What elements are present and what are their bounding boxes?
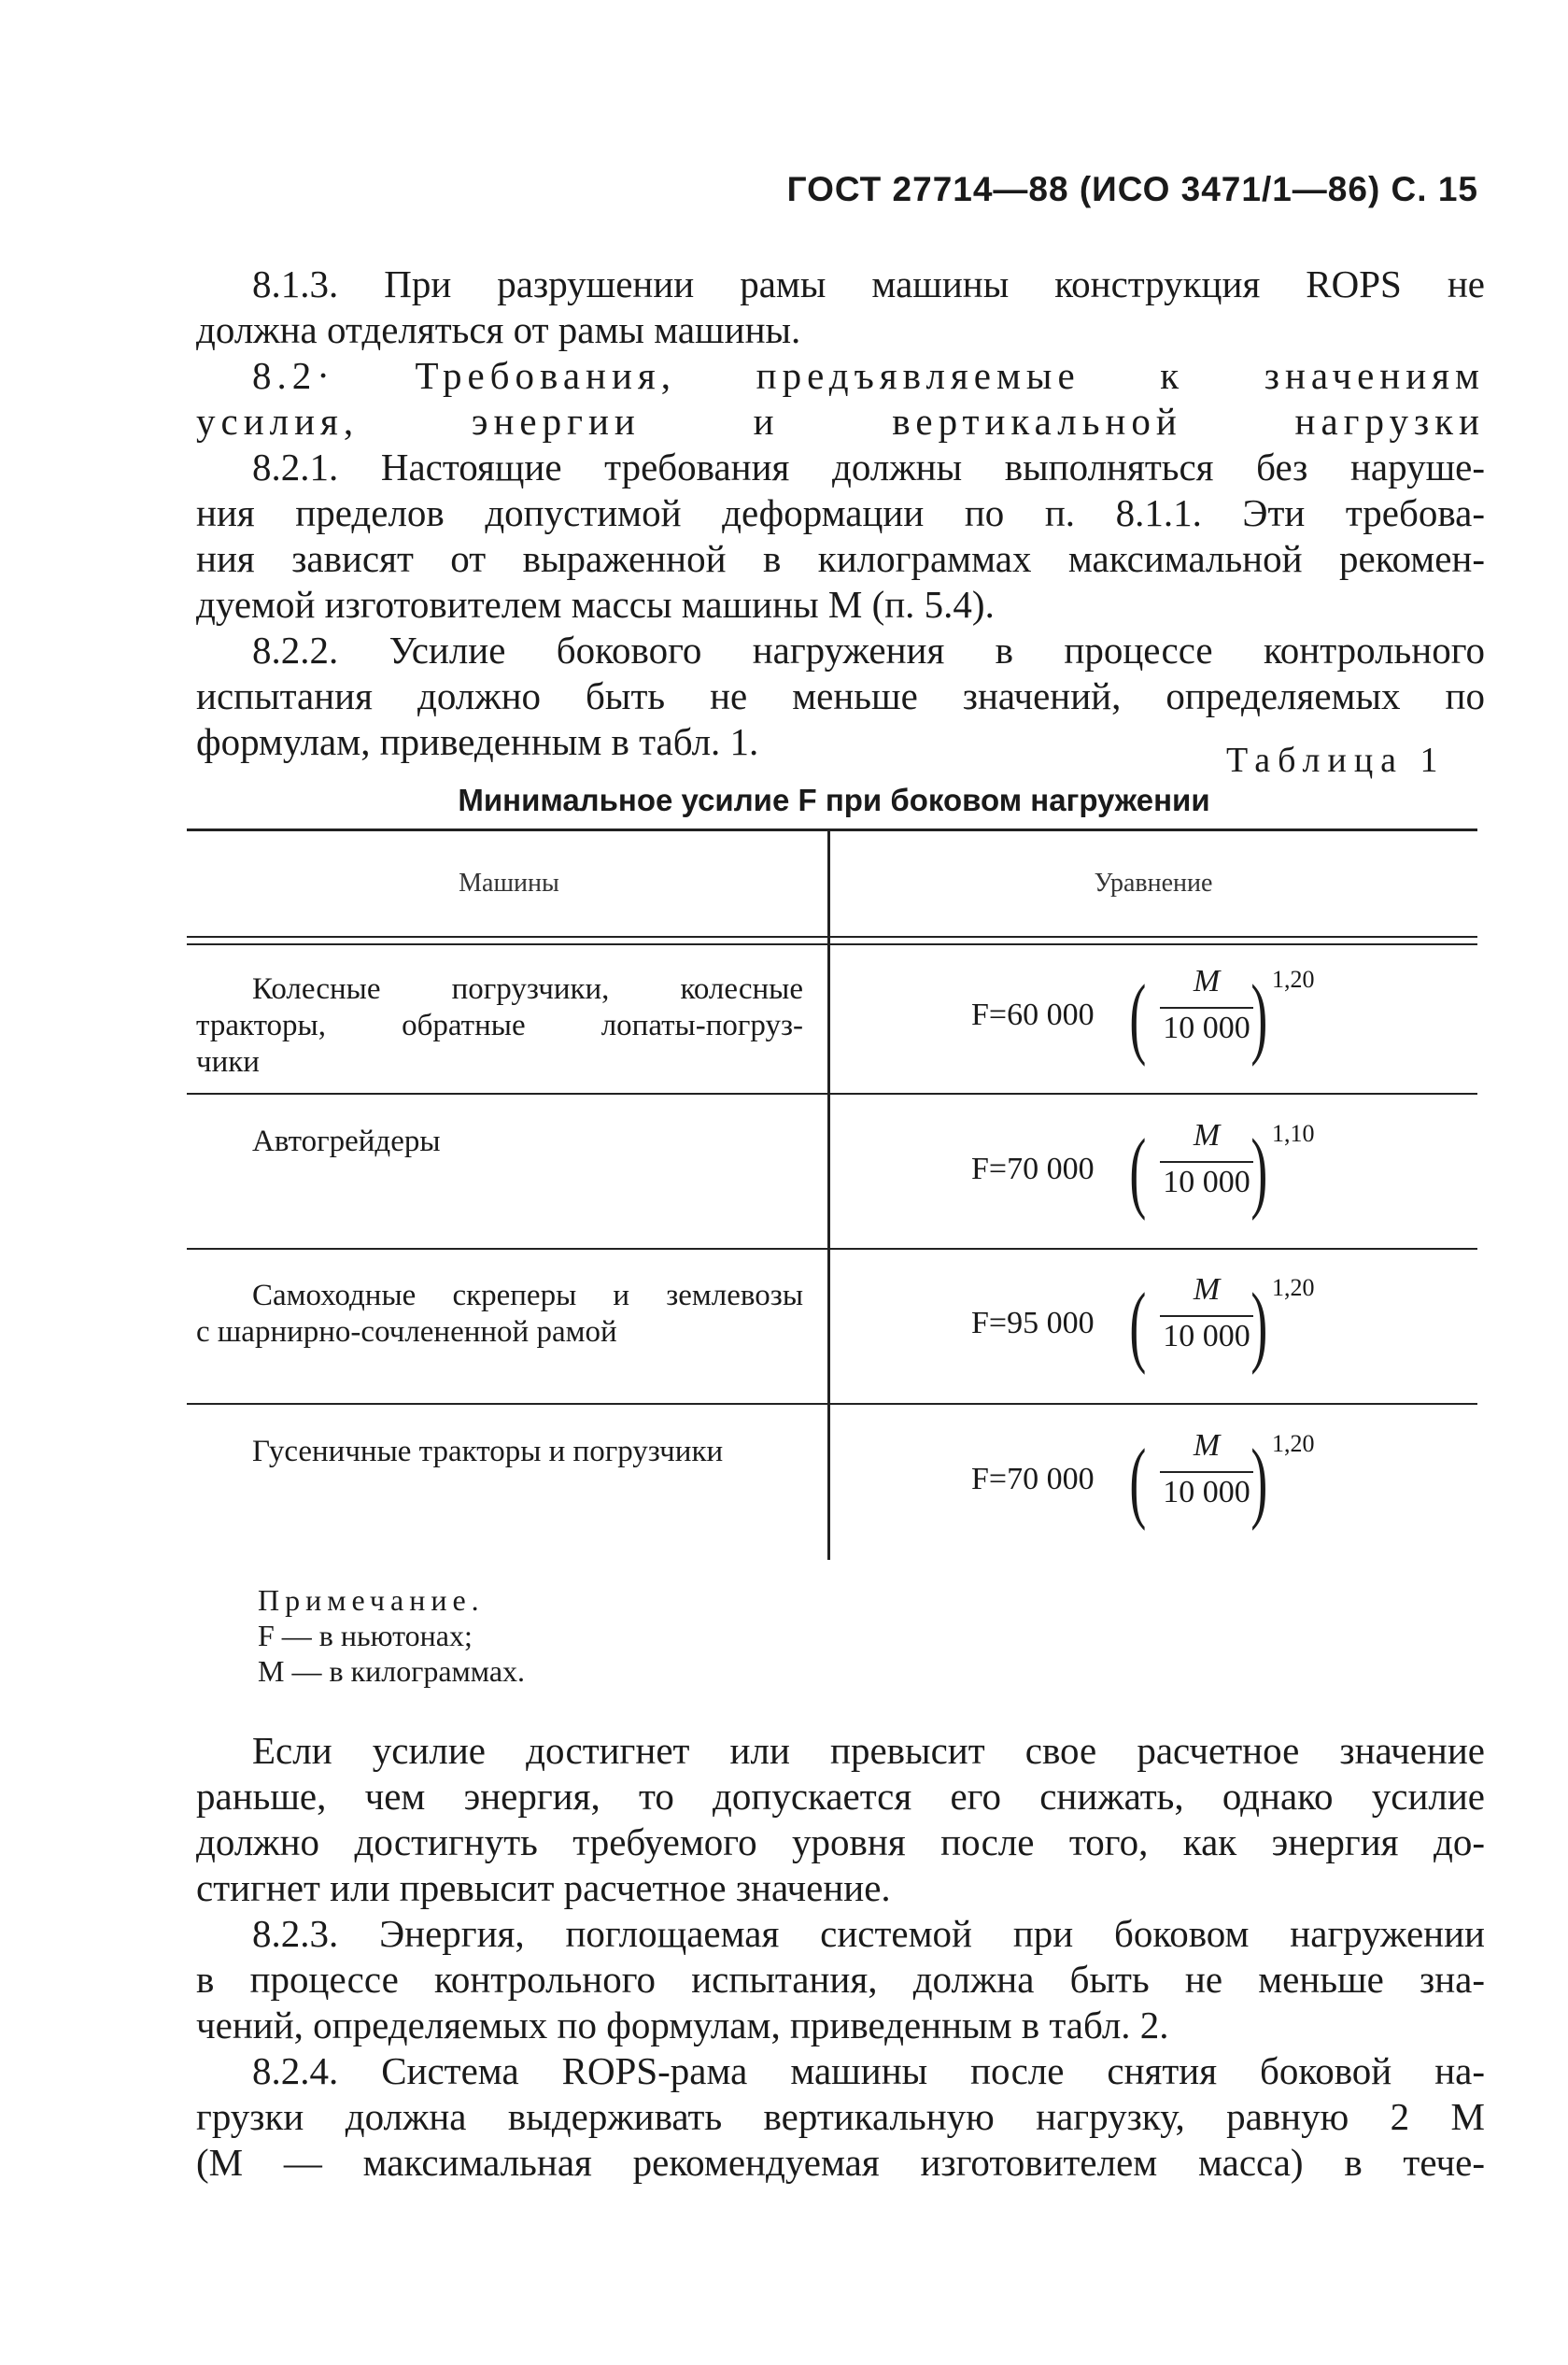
text-line: Если усилие достигнет или превысит свое расчетное значение	[252, 1729, 1485, 1772]
text-line: чений, определяемых по формулам, приведенным в табл. 2.	[196, 2004, 1169, 2046]
formula-denominator: 10 000	[1163, 1165, 1250, 1199]
formula-exponent: 1,10	[1272, 1120, 1315, 1147]
text-line: 8.1.3. При разрушении рамы машины конструкция ROPS не	[252, 262, 1485, 305]
paragraph-8-2-1	[196, 445, 1485, 628]
text-line: 8.2.3. Энергия, поглощаемая системой при боковом нагружении	[252, 1912, 1485, 1955]
text-line: усилия, энергии и вертикальной нагрузки	[196, 400, 1485, 443]
right-paren-glyph: )	[1250, 967, 1268, 1068]
table-row-formula	[943, 1272, 1335, 1382]
text-line: 8.2.2. Усилие бокового нагружения в процессе контрольного	[252, 629, 1485, 672]
cell-line: тракторы, обратные лопаты-погруз-	[196, 1009, 803, 1042]
table-row-machine	[196, 1434, 803, 1470]
fraction-bar	[1160, 1471, 1253, 1473]
formula-lhs: F=60 000	[971, 998, 1095, 1032]
text-line: дуемой изготовителем массы машины М (п. 5.4).	[196, 583, 995, 626]
table-row-machine	[196, 1278, 803, 1351]
table-top-rule	[187, 828, 1477, 831]
text-line: формулам, приведенным в табл. 1.	[196, 720, 759, 763]
text-line: испытания должно быть не меньше значений, определяемых по	[196, 674, 1485, 717]
right-paren-glyph: )	[1250, 1121, 1268, 1222]
text-line: (M — максимальная рекомендуемая изготовителем масса) в тече-	[196, 2141, 1485, 2184]
table-row-formula	[943, 964, 1335, 1074]
right-paren-glyph: )	[1250, 1431, 1268, 1532]
table-note	[258, 1582, 525, 1689]
page-header: ГОСТ 27714—88 (ИСО 3471/1—86) С. 15	[786, 170, 1478, 208]
text-line: раньше, чем энергия, то допускается его снижать, однако усилие	[196, 1775, 1485, 1818]
cell-line: с шарнирно-сочлененной рамой	[196, 1315, 617, 1349]
paragraph-8-1-3	[196, 262, 1485, 353]
table-row-machine	[196, 1124, 803, 1160]
text-line: в процессе контрольного испытания, должна быть не меньше зна-	[196, 1958, 1485, 2001]
formula-numerator: M	[1193, 1118, 1221, 1153]
formula-lhs: F=70 000	[971, 1462, 1095, 1496]
row-divider	[187, 1403, 1477, 1405]
fraction-bar	[1160, 1007, 1253, 1009]
row-divider	[187, 1093, 1477, 1095]
left-paren-glyph: (	[1129, 1121, 1147, 1222]
formula-numerator: M	[1193, 1272, 1221, 1307]
table-row-machine	[196, 971, 803, 1081]
text-line: должна отделяться от рамы машины.	[196, 308, 801, 351]
left-paren-glyph: (	[1129, 967, 1147, 1068]
paragraph-after-table	[196, 1728, 1485, 1911]
row-divider	[187, 1248, 1477, 1250]
text-line: 8.2.1. Настоящие требования должны выполняться без наруше-	[252, 446, 1485, 489]
cell-line: Самоходные скреперы и землевозы	[252, 1279, 803, 1312]
note-title: Примечание.	[258, 1583, 485, 1617]
header-rule-1	[187, 936, 1477, 938]
text-line: ния пределов допустимой деформации по п. 8.1.1. Эти требова-	[196, 491, 1485, 534]
formula-numerator: M	[1193, 964, 1221, 998]
formula-exponent: 1,20	[1272, 966, 1315, 993]
paragraph-8-2-3	[196, 1911, 1485, 2048]
formula-exponent: 1,20	[1272, 1274, 1315, 1301]
formula-lhs: F=95 000	[971, 1306, 1095, 1340]
formula-denominator: 10 000	[1163, 1011, 1250, 1045]
formula-denominator: 10 000	[1163, 1319, 1250, 1353]
fraction-bar	[1160, 1161, 1253, 1163]
left-paren-glyph: (	[1129, 1431, 1147, 1532]
left-paren-glyph: (	[1129, 1275, 1147, 1376]
text-line: ния зависят от выраженной в килограммах максимальной рекомен-	[196, 537, 1485, 580]
table-row-formula	[943, 1428, 1335, 1538]
right-paren-glyph: )	[1250, 1275, 1268, 1376]
formula-lhs: F=70 000	[971, 1152, 1095, 1186]
cell-line: Колесные погрузчики, колесные	[252, 972, 803, 1006]
text-line: 8.2· Требования, предъявляемые к значениям	[252, 354, 1485, 397]
cell-line: чики	[196, 1045, 260, 1079]
header-rule-2	[187, 943, 1477, 945]
cell-line: Гусеничные тракторы и погрузчики	[252, 1435, 724, 1468]
text-line: грузки должна выдерживать вертикальную нагрузку, равную 2 M	[196, 2095, 1485, 2138]
note-line: M — в килограммах.	[258, 1654, 526, 1688]
column-header-equation: Уравнение	[1094, 869, 1213, 898]
column-header-machines: Машины	[459, 869, 559, 898]
note-line: F — в ньютонах;	[258, 1619, 473, 1652]
paragraph-8-2-4	[196, 2048, 1485, 2186]
cell-line: Автогрейдеры	[252, 1125, 441, 1158]
formula-denominator: 10 000	[1163, 1475, 1250, 1509]
formula-numerator: M	[1193, 1428, 1221, 1463]
table-number: Таблица 1	[1226, 741, 1446, 780]
column-divider	[827, 831, 830, 1560]
text-line: стигнет или превысит расчетное значение.	[196, 1866, 891, 1909]
fraction-bar	[1160, 1315, 1253, 1317]
formula-exponent: 1,20	[1272, 1430, 1315, 1457]
text-line: 8.2.4. Система ROPS-рама машины после снятия боковой на-	[252, 2049, 1485, 2092]
text-line: должно достигнуть требуемого уровня после того, как энергия до-	[196, 1820, 1485, 1863]
table-row-formula	[943, 1118, 1335, 1228]
table-title: Минимальное усилие F при боковом нагружении	[458, 783, 1210, 817]
paragraph-8-2	[196, 353, 1485, 445]
